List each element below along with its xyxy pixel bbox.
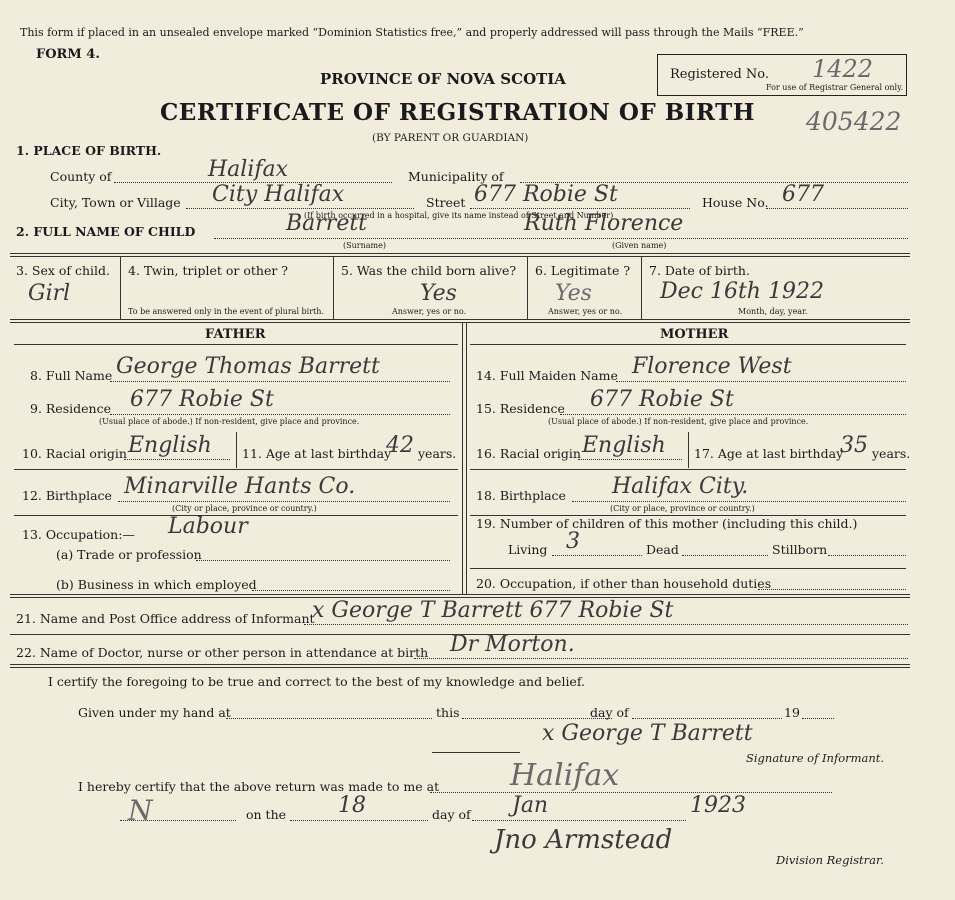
place-of-birth-heading: 1. PLACE OF BIRTH. <box>16 143 162 158</box>
informant-line <box>304 624 908 625</box>
divider <box>688 432 689 468</box>
street-label: Street <box>426 195 466 210</box>
given-year-line <box>802 718 834 719</box>
father-age-years: years. <box>418 446 457 461</box>
date-of-birth-value: Dec 16th 1922 <box>660 279 824 304</box>
father-heading: FATHER <box>205 327 266 342</box>
father-name-line <box>110 381 450 382</box>
mother-name-label: 14. Full Maiden Name <box>476 368 618 383</box>
father-birthplace-line <box>118 501 450 502</box>
surname-caption: (Surname) <box>343 241 386 250</box>
doctor-label: 22. Name of Doctor, nurse or other person in attendance at birth <box>16 645 429 660</box>
given-month-line <box>632 718 782 719</box>
certify-text: I certify the foregoing to be true and correct to the best of my knowledge and belief. <box>48 674 585 689</box>
father-birthplace-label: 12. Birthplace <box>22 488 112 503</box>
twin-label: 4. Twin, triplet or other ? <box>128 263 288 278</box>
father-racial-label: 10. Racial origin <box>22 446 127 461</box>
date-of-birth-label: 7. Date of birth. <box>649 263 750 278</box>
return-month-line <box>472 820 686 821</box>
divider <box>10 319 910 323</box>
mother-racial-line <box>578 459 682 460</box>
sex-label: 3. Sex of child. <box>16 263 111 278</box>
parents-divider <box>466 322 467 594</box>
father-racial-value: English <box>128 433 212 458</box>
mother-birthplace-value: Halifax City. <box>612 474 749 499</box>
father-residence-note: (Usual place of abode.) If non-resident, give place and province. <box>99 417 360 426</box>
business-label: (b) Business in which employed <box>56 577 257 592</box>
return-place-line <box>430 792 832 793</box>
child-given-name: Ruth Florence <box>524 211 684 236</box>
divider <box>432 752 520 753</box>
mother-age-value: 35 <box>840 433 868 458</box>
mother-name-line <box>616 381 906 382</box>
mother-birthplace-note: (City or place, province or country.) <box>610 504 755 513</box>
divider <box>120 256 121 320</box>
certificate-subtitle: (BY PARENT OR GUARDIAN) <box>372 132 529 144</box>
father-name-label: 8. Full Name <box>30 368 113 383</box>
day-of-label: day of <box>590 705 629 720</box>
sex-value: Girl <box>28 281 71 306</box>
born-alive-label: 5. Was the child born alive? <box>341 263 517 278</box>
given-name-caption: (Given name) <box>612 241 667 250</box>
child-name-line <box>214 238 908 239</box>
county-label: County of <box>50 169 112 184</box>
father-birthplace-value: Minarville Hants Co. <box>124 474 356 499</box>
doctor-line <box>414 658 908 659</box>
municipality-label: Municipality of <box>408 169 504 184</box>
form-number: FORM 4. <box>36 47 100 62</box>
living-label: Living <box>508 542 548 557</box>
mother-occupation-label: 20. Occupation, if other than household duties <box>476 576 772 591</box>
given-place-line <box>226 718 432 719</box>
divider <box>470 568 906 569</box>
mother-racial-value: English <box>582 433 666 458</box>
born-alive-value: Yes <box>420 281 457 306</box>
doctor-value: Dr Morton. <box>450 632 575 657</box>
trade-line <box>196 560 450 561</box>
year-prefix: 19 <box>784 705 800 720</box>
father-name-value: George Thomas Barrett <box>116 354 380 379</box>
father-age-label: 11. Age at last birthday <box>242 446 392 461</box>
registrar-signature: Jno Armstead <box>494 825 673 855</box>
divider <box>470 344 906 345</box>
child-name-label: 2. FULL NAME OF CHILD <box>16 224 196 239</box>
divider <box>236 432 237 468</box>
certificate-title: CERTIFICATE OF REGISTRATION OF BIRTH <box>160 99 755 126</box>
divider <box>10 253 910 257</box>
divider <box>10 664 910 668</box>
twin-note: To be answered only in the event of plural birth. <box>128 307 324 316</box>
divider <box>14 469 458 470</box>
registrar-general-note: For use of Registrar General only. <box>766 83 904 92</box>
informant-signature: x George T Barrett <box>542 721 753 746</box>
return-month-value: Jan <box>512 793 549 818</box>
registrar-caption: Division Registrar. <box>776 853 884 867</box>
mother-age-label: 17. Age at last birthday <box>694 446 844 461</box>
business-line <box>252 590 450 591</box>
this-label: this <box>436 705 460 720</box>
house-number-value: 677 <box>782 182 824 207</box>
mother-name-value: Florence West <box>632 354 792 379</box>
mother-residence-label: 15. Residence <box>476 401 565 416</box>
registrar-mark: N <box>128 794 153 827</box>
mother-occupation-line <box>758 589 906 590</box>
divider <box>333 256 334 320</box>
mother-residence-value: 677 Robie St <box>590 387 734 412</box>
mother-residence-note: (Usual place of abode.) If non-resident, give place and province. <box>548 417 809 426</box>
registered-number-value: 1422 <box>812 55 874 83</box>
mother-residence-line <box>560 414 906 415</box>
handwritten-extra-number: 405422 <box>806 107 902 136</box>
mail-notice: This form if placed in an unsealed envelope marked “Dominion Statistics free,” and properly addressed will pass through the Mails “FREE.” <box>20 26 804 39</box>
dead-label: Dead <box>646 542 679 557</box>
parents-divider <box>462 322 463 594</box>
mother-racial-label: 16. Racial origin <box>476 446 581 461</box>
trade-label: (a) Trade or profession <box>56 547 202 562</box>
divider <box>14 344 458 345</box>
divider <box>470 469 906 470</box>
divider <box>527 256 528 320</box>
return-year-value: 1923 <box>690 793 746 818</box>
stillborn-line <box>828 555 906 556</box>
county-value: Halifax <box>208 157 289 182</box>
divider <box>641 256 642 320</box>
children-count-label: 19. Number of children of this mother (including this child.) <box>476 516 858 531</box>
legitimate-value: Yes <box>555 281 592 306</box>
informant-signature-caption: Signature of Informant. <box>746 751 885 765</box>
given-under-hand-label: Given under my hand at <box>78 705 231 720</box>
city-line <box>186 208 414 209</box>
father-birthplace-note: (City or place, province or country.) <box>172 504 317 513</box>
registry-box <box>657 54 907 96</box>
street-line <box>470 208 690 209</box>
house-number-line <box>766 208 908 209</box>
father-residence-label: 9. Residence <box>30 401 111 416</box>
hospital-note: (If birth occurred in a hospital, give its name instead of Street and Number) <box>304 211 614 220</box>
child-surname: Barrett <box>286 211 368 236</box>
province-heading: PROVINCE OF NOVA SCOTIA <box>320 70 566 88</box>
city-value: City Halifax <box>212 182 345 207</box>
father-age-value: 42 <box>386 433 414 458</box>
occupation-value: Labour <box>168 514 248 539</box>
legitimate-label: 6. Legitimate ? <box>535 263 631 278</box>
living-line <box>552 555 642 556</box>
mother-age-years: years. <box>872 446 911 461</box>
house-number-label: House No. <box>702 195 769 210</box>
living-value: 3 <box>566 529 580 554</box>
father-residence-line <box>110 414 450 415</box>
dead-line <box>682 555 768 556</box>
city-label: City, Town or Village <box>50 195 181 210</box>
date-of-birth-note: Month, day, year. <box>738 307 808 316</box>
informant-label: 21. Name and Post Office address of Informant <box>16 611 315 626</box>
stillborn-label: Stillborn <box>772 542 828 557</box>
mother-birthplace-line <box>572 501 906 502</box>
street-value: 677 Robie St <box>474 182 618 207</box>
father-racial-line <box>124 459 230 460</box>
born-alive-note: Answer, yes or no. <box>392 307 467 316</box>
legitimate-note: Answer, yes or no. <box>548 307 623 316</box>
informant-value: x George T Barrett 677 Robie St <box>312 598 674 623</box>
return-month-label: day of <box>432 807 471 822</box>
return-certify-label: I hereby certify that the above return was made to me at <box>78 779 440 794</box>
return-day-value: 18 <box>338 793 366 818</box>
on-the-label: on the <box>246 807 287 822</box>
return-place-value: Halifax <box>510 758 620 793</box>
father-residence-value: 677 Robie St <box>130 387 274 412</box>
occupation-label: 13. Occupation:— <box>22 527 135 542</box>
registered-number-label: Registered No. <box>670 67 770 82</box>
mother-birthplace-label: 18. Birthplace <box>476 488 566 503</box>
mother-heading: MOTHER <box>660 327 729 342</box>
return-place-line-2 <box>120 820 236 821</box>
return-day-line <box>290 820 428 821</box>
